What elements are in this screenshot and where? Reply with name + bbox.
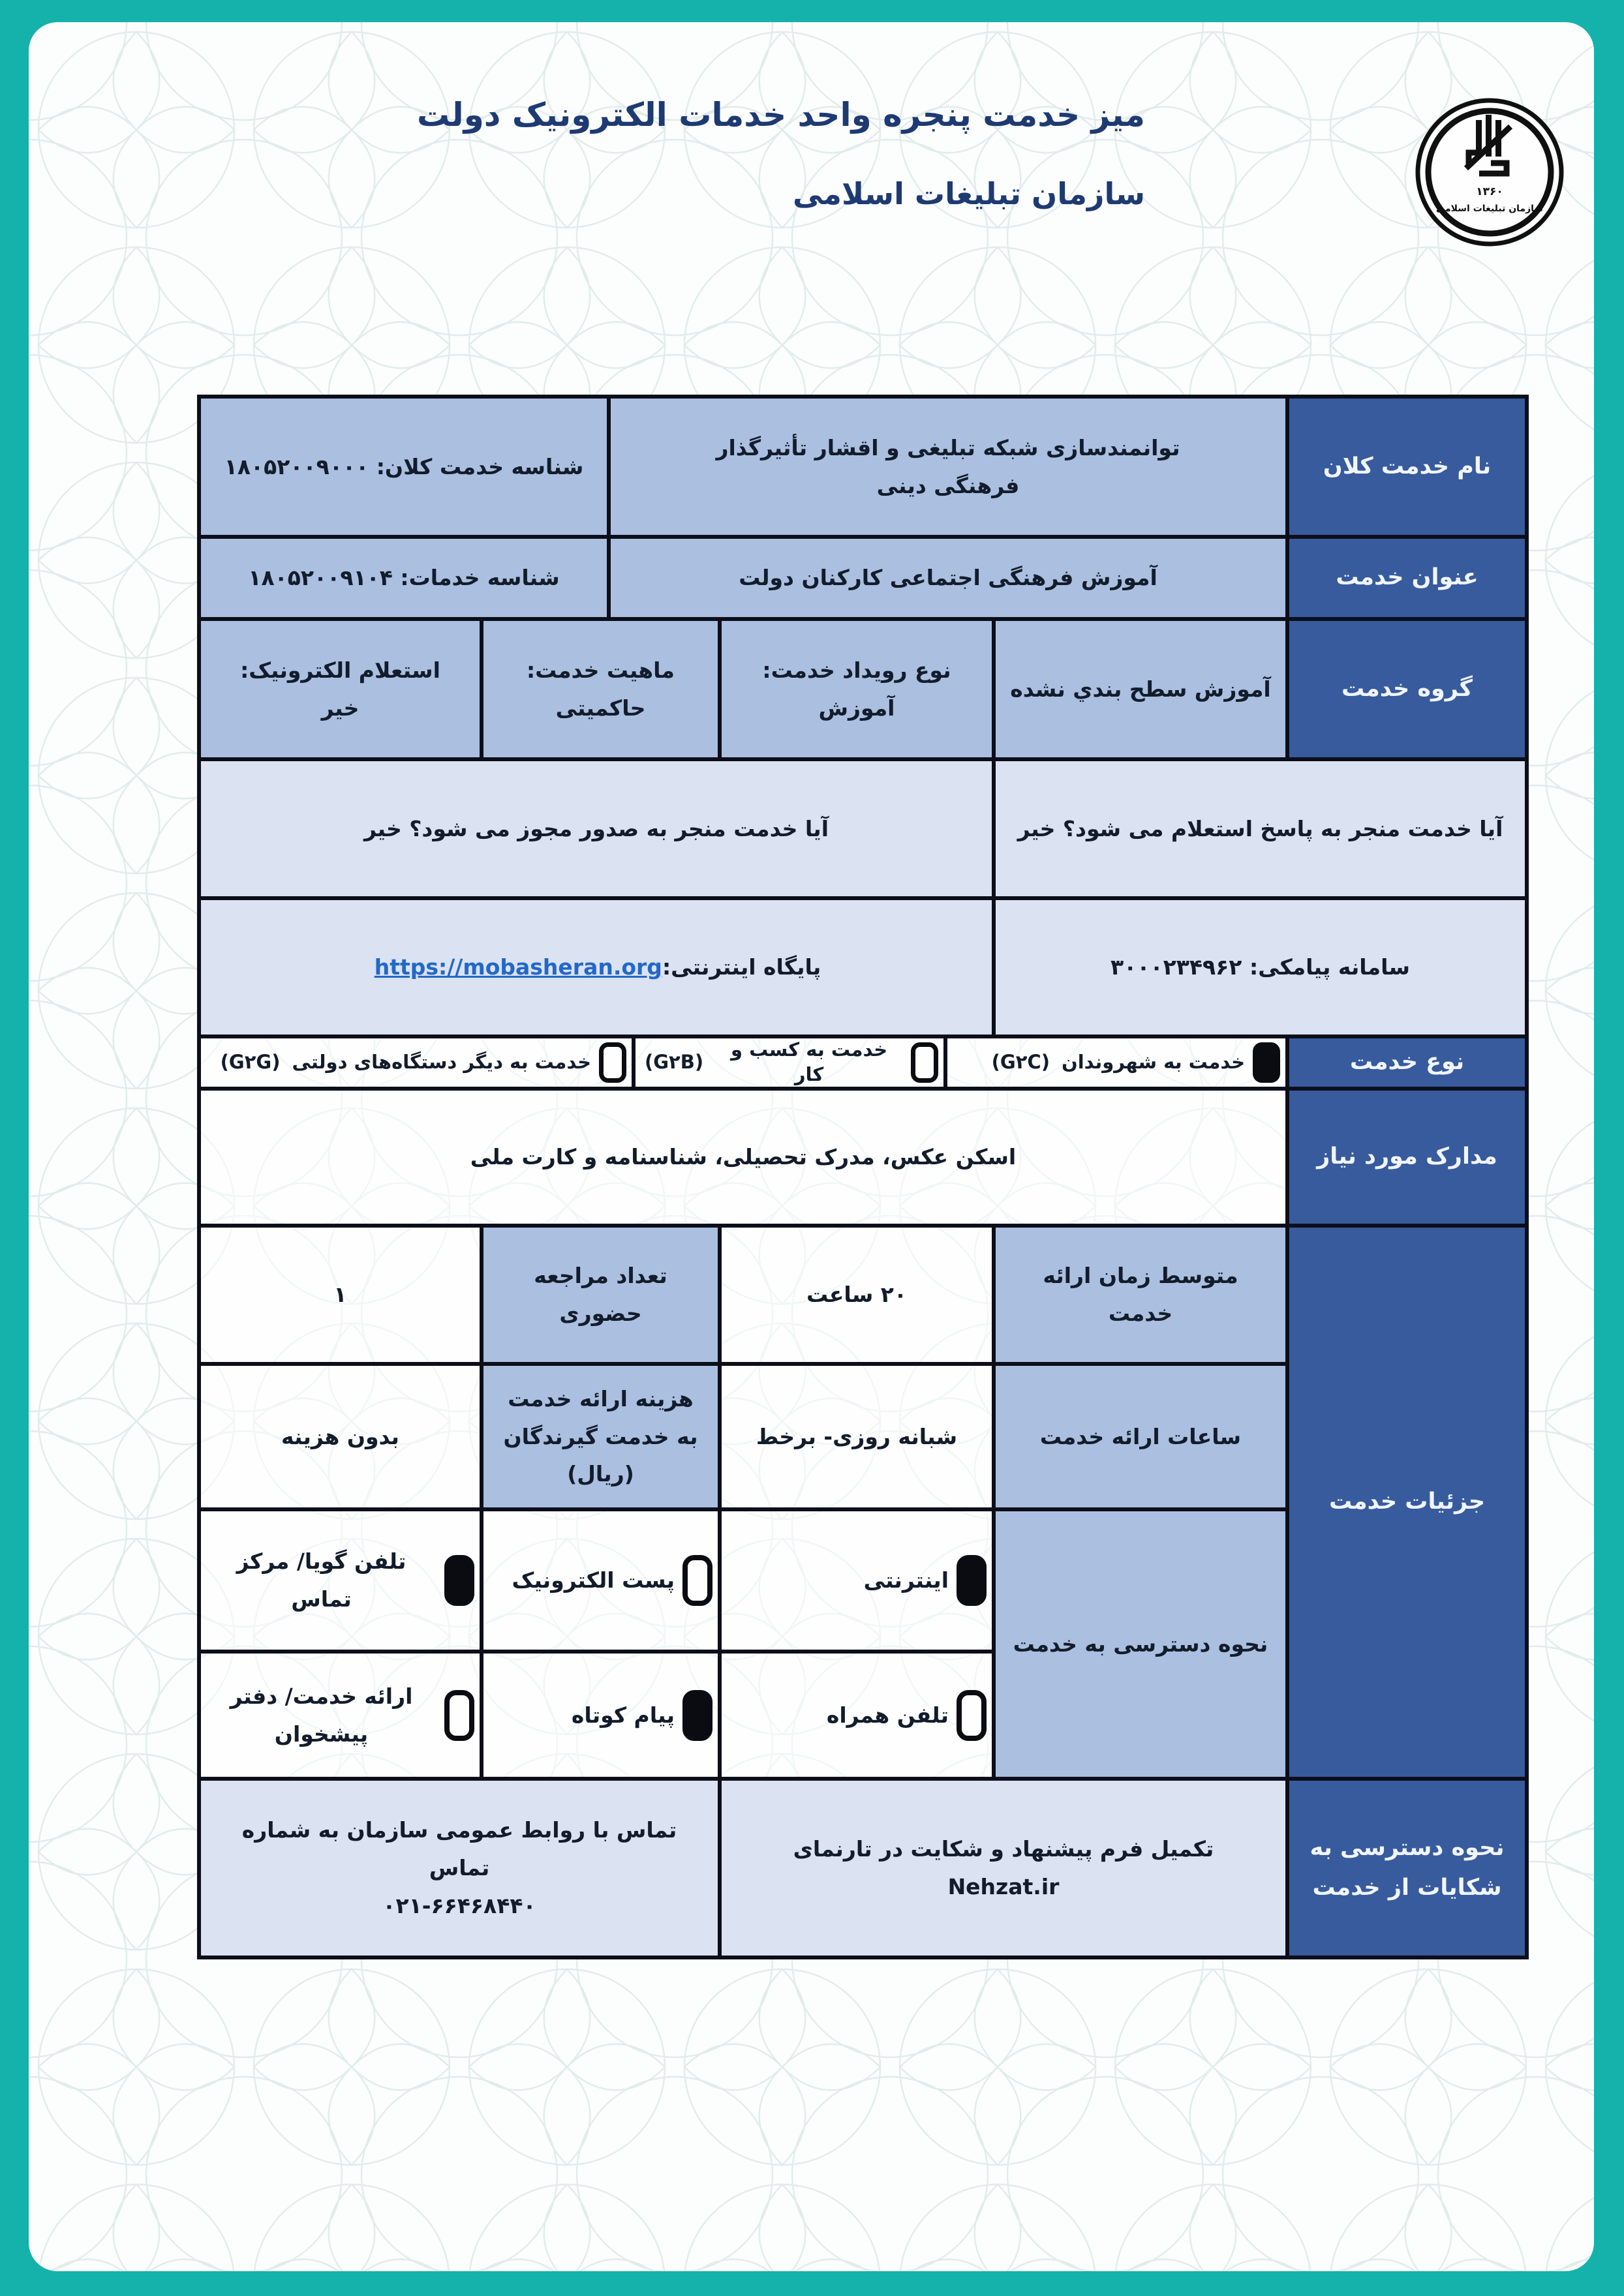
- g2g-label: خدمت به دیگر دستگاه‌های دولتی: [292, 1051, 591, 1074]
- service-group-label: گروه خدمت: [1287, 619, 1527, 759]
- access-email-label: پست الکترونیک: [512, 1567, 675, 1594]
- macro-service-value: توانمندسازی شبکه تبلیغی و اقشار تأثیرگذار فرهنگی دینی: [609, 397, 1287, 537]
- checkbox-mobile[interactable]: [957, 1690, 987, 1741]
- access-sms-label: پیام کوتاه: [571, 1702, 675, 1728]
- access-internet-label: اینترنتی: [863, 1567, 949, 1594]
- access-ivr: [199, 1509, 482, 1652]
- complaints-online: تکمیل فرم پیشنهاد و شکایت در تارنمای Nehzat.ir: [720, 1779, 1287, 1957]
- cost-value: بدون هزینه: [199, 1364, 482, 1509]
- row-service-type: [199, 1036, 1527, 1089]
- documents-value: اسکن عکس، مدرک تحصیلی، شناسنامه و کارت ملی: [199, 1089, 1287, 1226]
- service-group-category: آموزش سطح بندي نشده: [994, 619, 1287, 759]
- row-access-2: [199, 1652, 994, 1779]
- access-sms: [482, 1652, 720, 1779]
- service-type-label: نوع خدمت: [1287, 1036, 1527, 1089]
- row-macro-service: [199, 397, 1527, 537]
- service-event-type: [720, 619, 994, 759]
- access-internet: [720, 1509, 994, 1652]
- row-avg-time: [199, 1226, 1287, 1364]
- g2c-code: (G۲C): [991, 1051, 1050, 1074]
- access-email: [482, 1509, 720, 1652]
- access-label: نحوه دسترسی به خدمت: [994, 1509, 1287, 1779]
- access-counter-label: ارائه خدمت/ دفتر پیشخوان: [230, 1683, 413, 1747]
- permit-question: آیا خدمت منجر به صدور مجوز می شود؟ خیر: [199, 759, 994, 898]
- nature-value: حاکمیتی: [555, 695, 646, 721]
- access-ivr-label: تلفن گویا/ مرکز تماس: [236, 1548, 406, 1612]
- einquiry-value: خیر: [321, 695, 360, 721]
- complaints-phone: [199, 1779, 720, 1957]
- event-type-label: نوع رویداد خدمت:: [762, 657, 951, 683]
- sms-system: سامانه پیامکی: ۳۰۰۰۲۳۴۹۶۲: [994, 898, 1527, 1036]
- organization-logo-icon: [1411, 94, 1568, 250]
- macro-service-label: نام خدمت کلان: [1287, 397, 1527, 537]
- g2b-code: (G۲B): [645, 1051, 704, 1074]
- page-title-line2: سازمان تبلیغات اسلامی: [792, 176, 1145, 211]
- logo-year: ۱۳۶۰: [1476, 185, 1503, 198]
- inquiry-answer-question: آیا خدمت منجر به پاسخ استعلام می شود؟ خیر: [994, 759, 1527, 898]
- checkbox-ivr[interactable]: [444, 1555, 474, 1606]
- complaints-phone-number: ۰۲۱-۶۶۴۶۸۴۴۰: [382, 1892, 536, 1918]
- website-label: پایگاه اینترنتی:: [662, 954, 821, 980]
- visits-label: تعداد مراجعه حضوری: [482, 1226, 720, 1364]
- checkbox-g2c[interactable]: [1253, 1042, 1280, 1083]
- group-service-details: [199, 1226, 1527, 1779]
- visits-value: ۱: [199, 1226, 482, 1364]
- service-type-g2g: [199, 1036, 634, 1089]
- access-mobile: [720, 1652, 994, 1779]
- website-link[interactable]: https://mobasheran.org: [374, 954, 662, 980]
- cost-label: هزینه ارائه خدمت به خدمت گیرندگان (ریال): [482, 1364, 720, 1509]
- service-title-label: عنوان خدمت: [1287, 537, 1527, 619]
- checkbox-g2b[interactable]: [911, 1042, 938, 1083]
- group-access-methods: [199, 1509, 1287, 1779]
- g2b-label: خدمت به کسب و کار: [730, 1038, 888, 1085]
- complaints-label: نحوه دسترسی به شکایات از خدمت: [1287, 1779, 1527, 1957]
- page-title-line1: میز خدمت پنجره واحد خدمات الکترونیک دولت: [417, 96, 1145, 134]
- row-service-title: [199, 537, 1527, 619]
- einquiry-label: استعلام الکترونیک:: [240, 657, 440, 683]
- checkbox-counter[interactable]: [444, 1690, 474, 1741]
- hours-label: ساعات ارائه خدمت: [994, 1364, 1287, 1509]
- complaints-phone-text: تماس با روابط عمومی سازمان به شماره تماس: [241, 1817, 677, 1881]
- avg-time-label: متوسط زمان ارائه خدمت: [994, 1226, 1287, 1364]
- row-inquiry-questions: [199, 759, 1527, 898]
- row-service-group: [199, 619, 1527, 759]
- website-cell: [199, 898, 994, 1036]
- document-page: [29, 22, 1594, 2271]
- g2g-code: (G۲G): [220, 1051, 281, 1074]
- row-required-documents: [199, 1089, 1527, 1226]
- documents-label: مدارک مورد نیاز: [1287, 1089, 1527, 1226]
- checkbox-g2g[interactable]: [599, 1042, 626, 1083]
- service-type-g2b: [634, 1036, 945, 1089]
- hours-value: شبانه روزی- برخط: [720, 1364, 994, 1509]
- service-table: [197, 395, 1529, 1959]
- row-service-hours: [199, 1364, 1287, 1509]
- row-access-1: [199, 1509, 994, 1652]
- service-title-value: آموزش فرهنگی اجتماعی کارکنان دولت: [609, 537, 1287, 619]
- event-type-value: آموزش: [818, 695, 895, 721]
- details-label: جزئیات خدمت: [1287, 1226, 1527, 1779]
- checkbox-internet[interactable]: [957, 1555, 987, 1606]
- service-nature: [482, 619, 720, 759]
- checkbox-sms[interactable]: [682, 1690, 712, 1741]
- service-type-g2c: [945, 1036, 1287, 1089]
- logo-org-name: سازمان تبلیغات اسلامی: [1435, 204, 1544, 214]
- row-complaints: [199, 1779, 1527, 1957]
- electronic-inquiry: [199, 619, 482, 759]
- avg-time-value: ۲۰ ساعت: [720, 1226, 994, 1364]
- g2c-label: خدمت به شهروندان: [1061, 1051, 1245, 1074]
- document-header: [417, 95, 1145, 212]
- service-title-id: شناسه خدمات: ۱۸۰۵۲۰۰۹۱۰۴: [199, 537, 609, 619]
- access-counter: [199, 1652, 482, 1779]
- access-mobile-label: تلفن همراه: [826, 1702, 949, 1728]
- row-contact-channels: [199, 898, 1527, 1036]
- macro-service-id: شناسه خدمت کلان: ۱۸۰۵۲۰۰۹۰۰۰: [199, 397, 609, 537]
- nature-label: ماهیت خدمت:: [526, 657, 675, 683]
- checkbox-email[interactable]: [682, 1555, 712, 1606]
